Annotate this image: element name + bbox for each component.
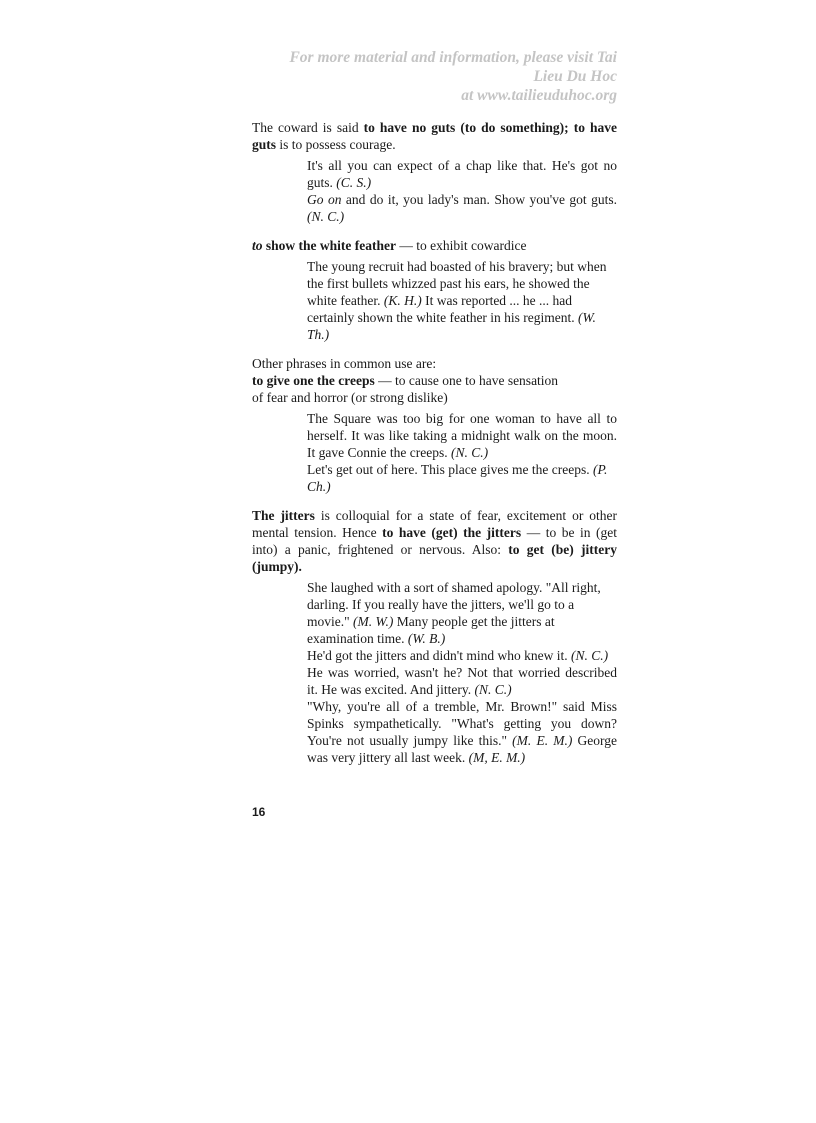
example-text: He was worried, wasn't he? Not that worried described it. He was excited. And jittery. bbox=[307, 665, 617, 697]
idiom-creeps: to give one the creeps bbox=[252, 373, 375, 388]
example bbox=[307, 191, 617, 225]
header-line-1: For more material and information, please visit Tai bbox=[289, 49, 617, 66]
example bbox=[307, 647, 617, 664]
paragraph-white-feather bbox=[252, 237, 617, 254]
italic-to: to bbox=[252, 238, 263, 253]
examples-creeps bbox=[307, 410, 617, 495]
example bbox=[307, 410, 617, 461]
example-text: She laughed with a sort of shamed apology. "All right, darling. If you really have the jitters, we'll go to a movie." bbox=[307, 580, 601, 629]
source-citation: (P. Ch.) bbox=[307, 462, 608, 494]
paragraph-other-phrases bbox=[252, 355, 617, 406]
header-line-2: Lieu Du Hoc bbox=[533, 68, 617, 85]
example-text: It was reported ... he ... had certainly shown the white feather in his regiment. bbox=[307, 293, 579, 325]
source-citation: (M, E. M.) bbox=[468, 750, 526, 765]
example bbox=[307, 698, 617, 766]
example-text: Many people get the jitters at examination time. bbox=[307, 614, 555, 646]
source-citation: (N. C.) bbox=[307, 209, 345, 224]
example-text: George was very jittery all last week. bbox=[307, 733, 618, 765]
page-body bbox=[252, 119, 617, 766]
example bbox=[307, 157, 617, 191]
italic-phrase: Go on bbox=[307, 192, 342, 207]
intro-line: Other phrases in common use are: bbox=[252, 356, 437, 371]
example-text: He'd got the jitters and didn't mind who knew it. bbox=[307, 648, 571, 663]
example bbox=[307, 664, 617, 698]
example-text: The Square was too big for one woman to have all to herself. It was like taking a midnight walk on the moon. It gave Connie the creeps. bbox=[307, 411, 617, 460]
source-citation: (N. C.) bbox=[570, 648, 609, 663]
source-citation: (N. C.) bbox=[474, 682, 512, 697]
text: — to be in (get into) a panic, frightened or nervous. Also: bbox=[252, 525, 617, 557]
example-text: Let's get out of here. This place gives me the creeps. bbox=[307, 462, 593, 477]
text: The coward is said bbox=[252, 120, 364, 135]
example-text: It's all you can expect of a chap like that. He's got no guts. bbox=[307, 158, 617, 190]
source-citation: (M. E. M.) bbox=[512, 733, 573, 748]
example-text: and do it, you lady's man. Show you've got guts. bbox=[341, 192, 618, 207]
source-citation: (M. W.) bbox=[353, 614, 394, 629]
idiom-jittery: to get (be) jittery (jumpy). bbox=[252, 542, 617, 574]
example-text: The young recruit had boasted of his bravery; but when the first bullets whizzed past his ears, he showed the white feather. bbox=[307, 259, 607, 308]
creeps-definition bbox=[252, 372, 617, 389]
definition: — to cause one to have sensation bbox=[374, 373, 559, 388]
definition-cont: of fear and horror (or strong dislike) bbox=[252, 390, 448, 405]
example bbox=[307, 461, 617, 495]
example-text: "Why, you're all of a tremble, Mr. Brown!" said Miss Spinks sympathetically. "What's getting you down? You're not usually jumpy like this." bbox=[307, 699, 617, 748]
example bbox=[307, 258, 617, 343]
text: is colloquial for a state of fear, excitement or other mental tension. Hence bbox=[252, 508, 617, 540]
header-line-3: at www.tailieuduhoc.org bbox=[461, 87, 617, 104]
source-citation: (W. Th.) bbox=[307, 310, 596, 342]
examples-jitters bbox=[307, 579, 617, 766]
page-number: 16 bbox=[252, 805, 266, 819]
idiom-have-jitters: to have (get) the jitters bbox=[382, 525, 522, 540]
examples-white-feather bbox=[307, 258, 617, 343]
source-citation: (K. H.) bbox=[383, 293, 422, 308]
term-jitters: The jitters bbox=[252, 508, 315, 523]
source-citation: (W. B.) bbox=[407, 631, 446, 646]
paragraph-jitters bbox=[252, 507, 617, 575]
paragraph-guts bbox=[252, 119, 617, 153]
example bbox=[307, 579, 617, 647]
watermark-header bbox=[250, 48, 617, 105]
idiom-have-guts: to have no guts (to do something); to have guts bbox=[252, 120, 617, 152]
text: is to possess courage. bbox=[276, 137, 396, 152]
definition: — to exhibit cowardice bbox=[396, 238, 527, 253]
examples-guts bbox=[307, 157, 617, 225]
idiom-white-feather: show the white feather bbox=[262, 238, 396, 253]
source-citation: (N. C.) bbox=[450, 445, 489, 460]
source-citation: (C. S.) bbox=[336, 175, 372, 190]
